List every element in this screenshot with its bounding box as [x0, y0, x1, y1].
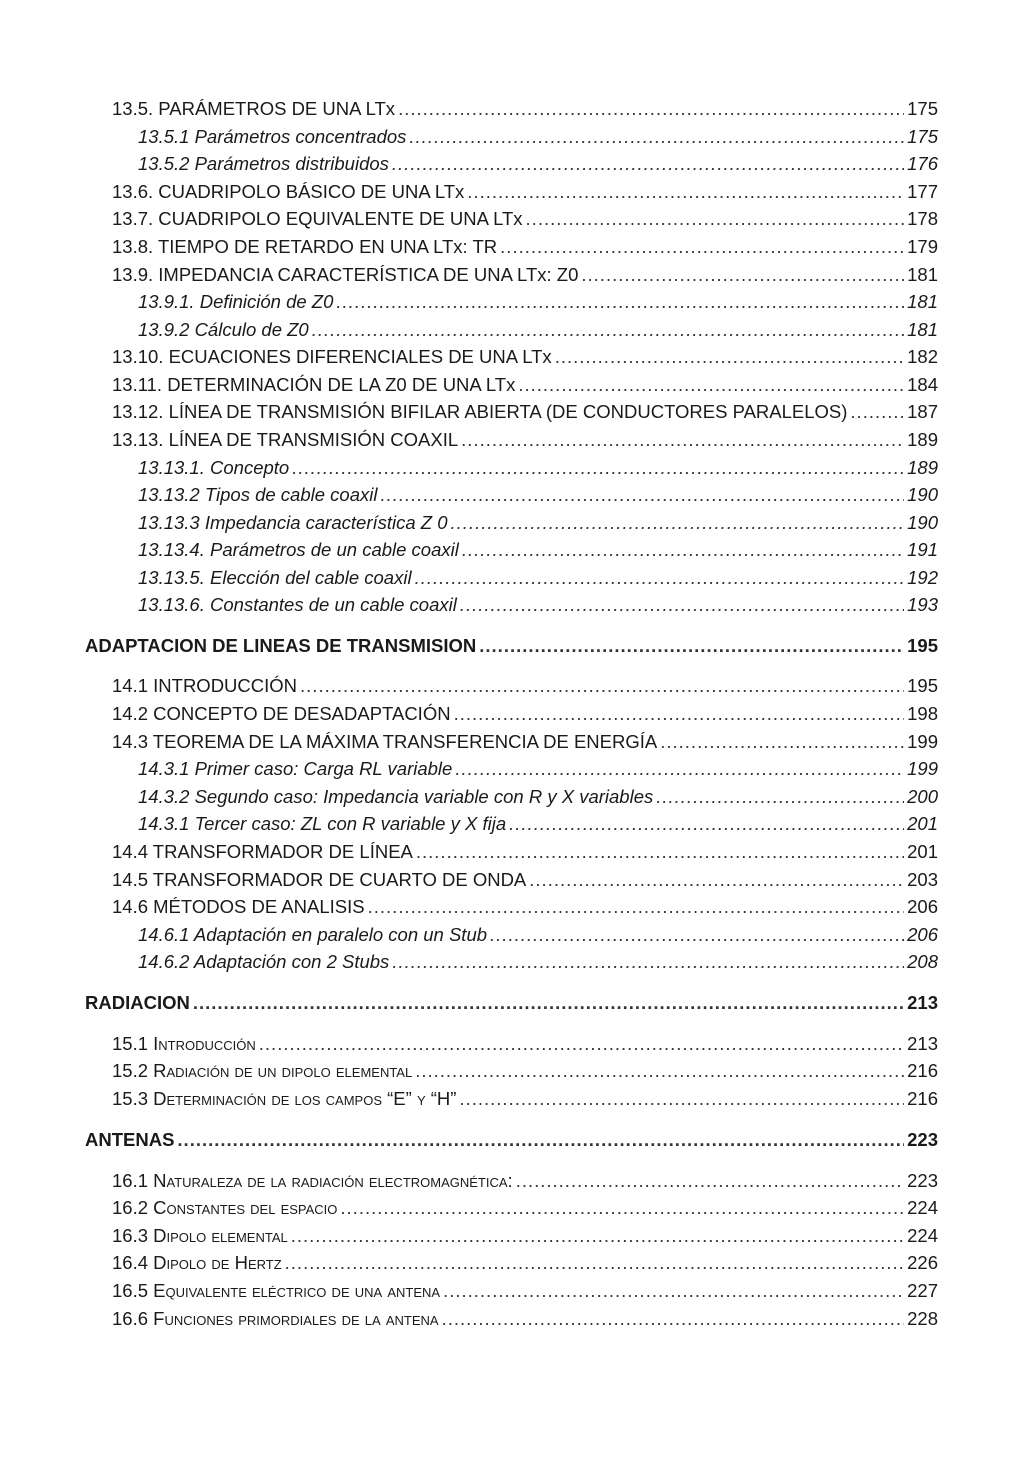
- toc-entry-label: 13.5.1 Parámetros concentrados: [138, 126, 407, 147]
- toc-entry[interactable]: [112, 674, 938, 698]
- toc-page-number: 226: [907, 1252, 938, 1273]
- toc-entry-label: 13.13. LÍNEA DE TRANSMISIÓN COAXIL: [112, 429, 459, 450]
- toc-entry-label: 14.3 TEOREMA DE LA MÁXIMA TRANSFERENCIA DE ENERGÍA: [112, 731, 658, 752]
- toc-entry[interactable]: [112, 180, 938, 204]
- toc-entry[interactable]: [138, 950, 938, 974]
- toc-entry[interactable]: [112, 235, 938, 259]
- toc-entry[interactable]: [138, 511, 938, 535]
- toc-entry-label: 13.13.4. Parámetros de un cable coaxil: [138, 539, 459, 560]
- toc-entry[interactable]: [138, 483, 938, 507]
- toc-leader-dots: [442, 1307, 905, 1331]
- toc-entry[interactable]: [112, 1032, 938, 1056]
- toc-entry[interactable]: [138, 456, 938, 480]
- toc-page-number: 199: [907, 731, 938, 752]
- toc-leader-dots: [516, 1169, 904, 1193]
- toc-page-number: 181: [907, 319, 938, 340]
- toc-leader-dots: [581, 263, 904, 287]
- toc-page-number: 175: [907, 126, 938, 147]
- toc-entry-label: 13.9.2 Cálculo de Z0: [138, 319, 309, 340]
- toc-entry-label: 16.4 Dipolo de Hertz: [112, 1252, 282, 1273]
- toc-leader-dots: [460, 593, 904, 617]
- toc-page-number: 189: [907, 429, 938, 450]
- toc-leader-dots: [518, 373, 904, 397]
- toc-leader-dots: [455, 757, 904, 781]
- toc-entry[interactable]: [112, 428, 938, 452]
- toc-entry-label: 16.2 Constantes del espacio: [112, 1197, 338, 1218]
- toc-entry[interactable]: [112, 868, 938, 892]
- toc-page-number: 199: [907, 758, 938, 779]
- toc-page-number: 179: [907, 236, 938, 257]
- toc-leader-dots: [409, 125, 904, 149]
- toc-page-number: 176: [907, 153, 938, 174]
- toc-leader-dots: [380, 483, 904, 507]
- toc-page-number: 190: [907, 512, 938, 533]
- toc-page-number: 177: [907, 181, 938, 202]
- toc-entry[interactable]: [112, 840, 938, 864]
- toc-entry-label: 14.3.1 Primer caso: Carga RL variable: [138, 758, 453, 779]
- toc-page-number: 228: [907, 1308, 938, 1329]
- toc-page-number: 184: [907, 374, 938, 395]
- toc-leader-dots: [312, 318, 904, 342]
- toc-entry[interactable]: [138, 785, 938, 809]
- toc-page-number: 198: [907, 703, 938, 724]
- toc-page-number: 206: [907, 924, 938, 945]
- toc-leader-dots: [285, 1251, 904, 1275]
- toc-page-number: 206: [907, 896, 938, 917]
- toc-page-number: 195: [907, 635, 938, 656]
- toc-entry[interactable]: [138, 538, 938, 562]
- toc-leader-dots: [461, 428, 904, 452]
- toc-page-number: 216: [907, 1088, 938, 1109]
- toc-entry[interactable]: [138, 566, 938, 590]
- toc-entry-label: 16.1 Naturaleza de la radiación electromagnética:: [112, 1170, 513, 1191]
- toc-page-number: 195: [907, 675, 938, 696]
- toc-entry-label: 14.4 TRANSFORMADOR DE LÍNEA: [112, 841, 413, 862]
- toc-page-number: 201: [907, 813, 938, 834]
- toc-leader-dots: [340, 1196, 904, 1220]
- toc-page-number: 208: [907, 951, 938, 972]
- toc-entry-label: 14.6 MÉTODOS DE ANALISIS: [112, 896, 365, 917]
- toc-entry-label: 16.5 Equivalente eléctrico de una antena: [112, 1280, 441, 1301]
- toc-page-number: 200: [907, 786, 938, 807]
- toc-page-number: 201: [907, 841, 938, 862]
- toc-leader-dots: [451, 511, 905, 535]
- toc-leader-dots: [490, 923, 904, 947]
- toc-entry-label: 14.6.2 Adaptación con 2 Stubs: [138, 951, 390, 972]
- toc-entry[interactable]: [112, 373, 938, 397]
- toc-leader-dots: [416, 840, 904, 864]
- toc-leader-dots: [850, 400, 904, 424]
- toc-leader-dots: [300, 674, 904, 698]
- toc-entry[interactable]: [138, 125, 938, 149]
- toc-entry[interactable]: [112, 1169, 938, 1193]
- toc-page-number: 181: [907, 264, 938, 285]
- toc-entry[interactable]: [112, 97, 938, 121]
- toc-entry[interactable]: [112, 1279, 938, 1303]
- toc-entry[interactable]: [112, 1196, 938, 1220]
- toc-leader-dots: [177, 1128, 904, 1152]
- toc-leader-dots: [479, 634, 904, 658]
- toc-entry-label: 13.13.3 Impedancia característica Z 0: [138, 512, 448, 533]
- toc-page-number: 190: [907, 484, 938, 505]
- toc-entry-label: 14.3.1 Tercer caso: ZL con R variable y X fija: [138, 813, 507, 834]
- toc-entry-label: 13.8. TIEMPO DE RETARDO EN UNA LTx: TR: [112, 236, 498, 257]
- toc-leader-dots: [459, 1087, 904, 1111]
- toc-leader-dots: [398, 97, 904, 121]
- toc-entry-label: 13.13.6. Constantes de un cable coaxil: [138, 594, 457, 615]
- toc-entry[interactable]: [112, 1059, 938, 1083]
- toc-leader-dots: [443, 1279, 904, 1303]
- toc-page-number: 191: [907, 539, 938, 560]
- toc-entry-label: 15.1 Introducción: [112, 1033, 256, 1054]
- toc-entry-label: ADAPTACION DE LINEAS DE TRANSMISION: [85, 635, 477, 656]
- toc-entry-label: 14.6.1 Adaptación en paralelo con un Stub: [138, 924, 488, 945]
- toc-leader-dots: [415, 1059, 904, 1083]
- toc-entry[interactable]: [85, 1128, 938, 1152]
- toc-page-number: 223: [907, 1129, 938, 1150]
- toc-entry[interactable]: [138, 290, 938, 314]
- toc-leader-dots: [193, 991, 904, 1015]
- toc-entry-label: RADIACION: [85, 992, 190, 1013]
- toc-page-number: 203: [907, 869, 938, 890]
- toc-page-number: 192: [907, 567, 938, 588]
- toc-leader-dots: [467, 180, 904, 204]
- toc-entry-label: 13.13.1. Concepto: [138, 457, 290, 478]
- toc-leader-dots: [656, 785, 904, 809]
- toc-entry[interactable]: [138, 593, 938, 617]
- toc-entry[interactable]: [138, 152, 938, 176]
- toc-entry[interactable]: [138, 923, 938, 947]
- toc-entry-label: 13.9.1. Definición de Z0: [138, 291, 334, 312]
- toc-entry-label: 13.12. LÍNEA DE TRANSMISIÓN BIFILAR ABIERTA (DE CONDUCTORES PARALELOS): [112, 401, 848, 422]
- toc-page-number: 224: [907, 1197, 938, 1218]
- toc-page-number: 189: [907, 457, 938, 478]
- toc-entry-label: 13.7. CUADRIPOLO EQUIVALENTE DE UNA LTx: [112, 208, 523, 229]
- toc-page-number: 223: [907, 1170, 938, 1191]
- toc-leader-dots: [555, 345, 904, 369]
- toc-entry[interactable]: [138, 318, 938, 342]
- toc-entry[interactable]: [112, 1251, 938, 1275]
- toc-page-number: 227: [907, 1280, 938, 1301]
- toc-entry[interactable]: [112, 1307, 938, 1331]
- toc-entry[interactable]: [138, 812, 938, 836]
- toc-leader-dots: [462, 538, 904, 562]
- toc-entry[interactable]: [112, 263, 938, 287]
- toc-entry[interactable]: [112, 702, 938, 726]
- toc-leader-dots: [368, 895, 905, 919]
- toc-entry[interactable]: [85, 634, 938, 658]
- toc-leader-dots: [259, 1032, 904, 1056]
- toc-leader-dots: [392, 950, 904, 974]
- toc-page-number: 178: [907, 208, 938, 229]
- toc-leader-dots: [291, 1224, 904, 1248]
- toc-entry[interactable]: [112, 1224, 938, 1248]
- toc-page-number: 193: [907, 594, 938, 615]
- toc-page-number: 224: [907, 1225, 938, 1246]
- toc-entry-label: 15.2 Radiación de un dipolo elemental: [112, 1060, 413, 1081]
- toc-page-number: 213: [907, 992, 938, 1013]
- toc-leader-dots: [454, 702, 905, 726]
- toc-entry-label: 16.6 Funciones primordiales de la antena: [112, 1308, 439, 1329]
- toc-page-number: 213: [907, 1033, 938, 1054]
- toc-entry[interactable]: [112, 895, 938, 919]
- toc-entry[interactable]: [112, 345, 938, 369]
- toc-leader-dots: [526, 207, 905, 231]
- toc-entry-label: 13.9. IMPEDANCIA CARACTERÍSTICA DE UNA LTx: Z0: [112, 264, 579, 285]
- toc-page-number: 216: [907, 1060, 938, 1081]
- toc-leader-dots: [415, 566, 905, 590]
- toc-entry-label: 14.3.2 Segundo caso: Impedancia variable con R y X variables: [138, 786, 654, 807]
- toc-entry-label: 14.2 CONCEPTO DE DESADAPTACIÓN: [112, 703, 451, 724]
- toc-entry[interactable]: [85, 991, 938, 1015]
- toc-entry[interactable]: [112, 1087, 938, 1111]
- toc-leader-dots: [336, 290, 904, 314]
- toc-leader-dots: [529, 868, 904, 892]
- toc-page-number: 181: [907, 291, 938, 312]
- toc-page-number: 182: [907, 346, 938, 367]
- toc-entry-label: ANTENAS: [85, 1129, 175, 1150]
- toc-page-number: 187: [907, 401, 938, 422]
- toc-entry[interactable]: [112, 207, 938, 231]
- toc-entry-label: 15.3 Determinación de los campos “E” y “H”: [112, 1088, 457, 1109]
- toc-entry-label: 13.6. CUADRIPOLO BÁSICO DE UNA LTx: [112, 181, 465, 202]
- toc-leader-dots: [509, 812, 904, 836]
- toc-page-number: 175: [907, 98, 938, 119]
- toc-entry[interactable]: [112, 730, 938, 754]
- toc-entry-label: 16.3 Dipolo elemental: [112, 1225, 288, 1246]
- toc-entry-label: 14.1 INTRODUCCIÓN: [112, 675, 298, 696]
- toc-entry-label: 13.5.2 Parámetros distribuidos: [138, 153, 389, 174]
- toc-leader-dots: [392, 152, 904, 176]
- toc-entry[interactable]: [138, 757, 938, 781]
- toc-leader-dots: [500, 235, 904, 259]
- toc-leader-dots: [660, 730, 904, 754]
- toc-entry[interactable]: [112, 400, 938, 424]
- toc-entry-label: 13.10. ECUACIONES DIFERENCIALES DE UNA LTx: [112, 346, 552, 367]
- toc-entry-label: 14.5 TRANSFORMADOR DE CUARTO DE ONDA: [112, 869, 527, 890]
- toc-entry-label: 13.13.5. Elección del cable coaxil: [138, 567, 412, 588]
- toc-entry-label: 13.11. DETERMINACIÓN DE LA Z0 DE UNA LTx: [112, 374, 516, 395]
- toc-entry-label: 13.5. PARÁMETROS DE UNA LTx: [112, 98, 396, 119]
- toc-entry-label: 13.13.2 Tipos de cable coaxil: [138, 484, 378, 505]
- toc-leader-dots: [292, 456, 904, 480]
